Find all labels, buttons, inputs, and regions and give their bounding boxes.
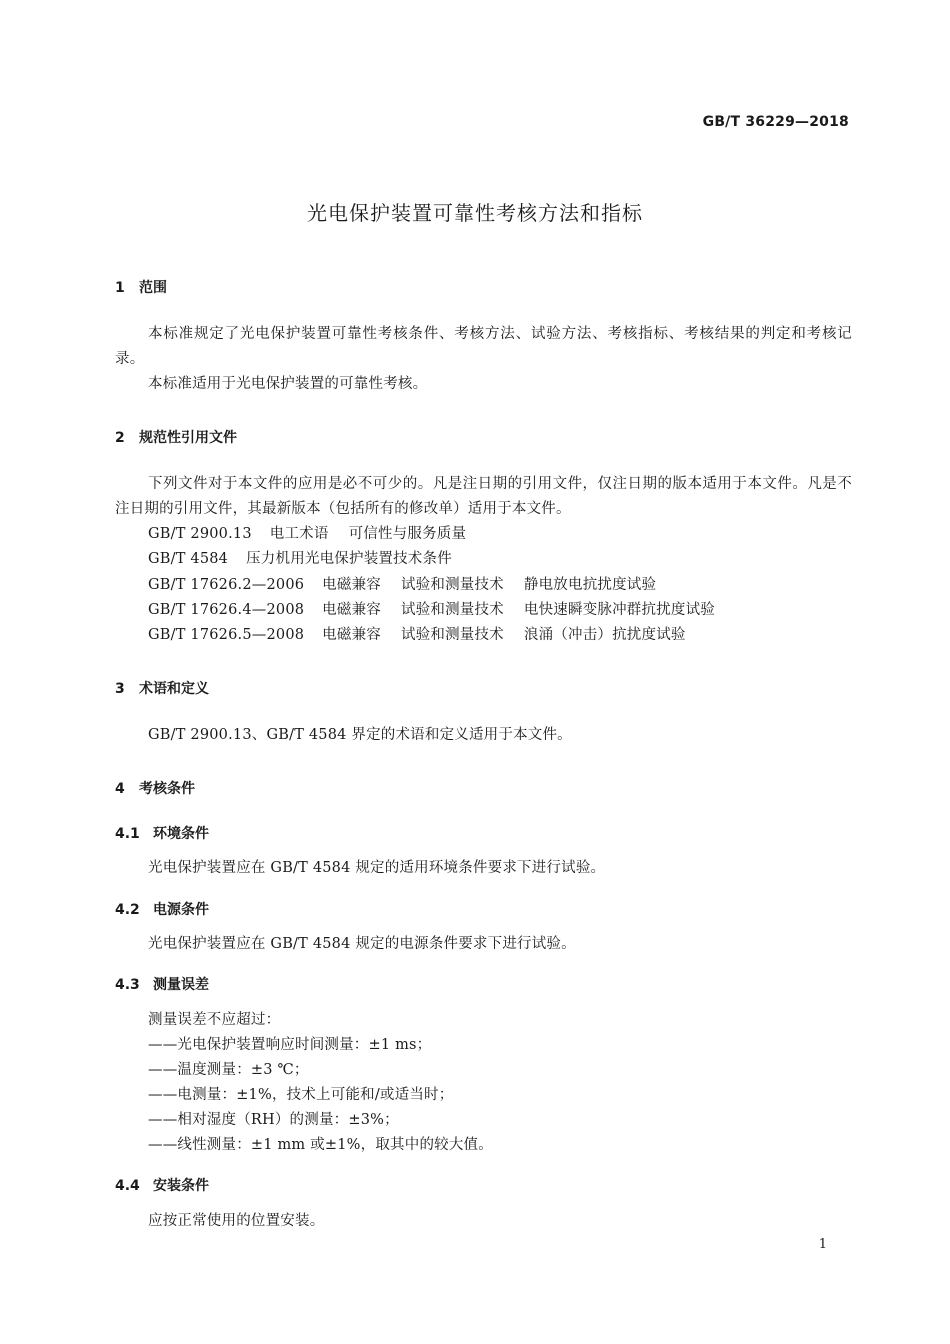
reference-code: GB/T 17626.5—2008 xyxy=(148,627,305,643)
reference-part: 电磁兼容 xyxy=(322,627,381,643)
section-2-intro: 下列文件对于本文件的应用是必不可少的。凡是注日期的引用文件，仅注日期的版本适用于本文件。凡是不注日期的引用文件，其最新版本（包括所有的修改单）适用于本文件。 xyxy=(115,476,852,517)
reference-part: 浪涌（冲击）抗扰度试验 xyxy=(523,627,686,643)
reference-item xyxy=(148,573,656,598)
section-number: 2 xyxy=(115,430,125,446)
reference-item xyxy=(148,623,686,648)
reference-item xyxy=(148,547,452,572)
list-item: ——电测量：±1%，技术上可能和/或适当时； xyxy=(148,1087,454,1103)
list-item: ——光电保护装置响应时间测量：±1 ms； xyxy=(148,1037,432,1053)
reference-code: GB/T 4584 xyxy=(148,551,229,567)
section-number: 4.2 xyxy=(115,902,140,918)
section-title: 环境条件 xyxy=(153,826,209,842)
section-1-paragraph-1: 本标准规定了光电保护装置可靠性考核条件、考核方法、试验方法、考核指标、考核结果的判定和考核记录。 xyxy=(115,326,852,367)
reference-part: 可信性与服务质量 xyxy=(348,526,467,542)
reference-part: 静电放电抗扰度试验 xyxy=(523,577,657,593)
section-2-heading xyxy=(115,427,237,447)
document-title: 光电保护装置可靠性考核方法和指标 xyxy=(307,201,643,225)
reference-code: GB/T 17626.4—2008 xyxy=(148,602,305,618)
section-number: 4.4 xyxy=(115,1178,140,1194)
reference-part: 试验和测量技术 xyxy=(400,577,504,593)
reference-item xyxy=(148,522,466,547)
section-number: 4.3 xyxy=(115,977,140,993)
standard-number: GB/T 36229—2018 xyxy=(702,114,849,130)
section-4-3-heading xyxy=(115,974,209,994)
section-number: 3 xyxy=(115,681,125,697)
section-1-heading xyxy=(115,277,167,297)
section-4-1-heading xyxy=(115,823,209,843)
section-4-4-text: 应按正常使用的位置安装。 xyxy=(148,1213,325,1229)
list-item: ——相对湿度（RH）的测量：±3%； xyxy=(148,1112,399,1128)
reference-part: 电磁兼容 xyxy=(322,602,381,618)
section-title: 规范性引用文件 xyxy=(139,430,237,446)
section-4-1-text: 光电保护装置应在 GB/T 4584 规定的适用环境条件要求下进行试验。 xyxy=(148,860,606,876)
section-title: 术语和定义 xyxy=(139,681,209,697)
reference-part: 电工术语 xyxy=(269,526,329,542)
section-4-heading xyxy=(115,778,195,798)
section-number: 1 xyxy=(115,280,125,296)
reference-part: 试验和测量技术 xyxy=(400,627,504,643)
section-title: 考核条件 xyxy=(139,781,195,797)
reference-item xyxy=(148,598,715,623)
section-number: 4.1 xyxy=(115,826,140,842)
section-1-paragraph-2: 本标准适用于光电保护装置的可靠性考核。 xyxy=(148,376,428,392)
section-number: 4 xyxy=(115,781,125,797)
section-title: 安装条件 xyxy=(153,1178,209,1194)
section-4-3-intro: 测量误差不应超过： xyxy=(148,1012,281,1028)
section-3-text: GB/T 2900.13、GB/T 4584 界定的术语和定义适用于本文件。 xyxy=(148,727,572,743)
reference-code: GB/T 2900.13 xyxy=(148,526,252,542)
section-title: 电源条件 xyxy=(153,902,209,918)
section-4-2-text: 光电保护装置应在 GB/T 4584 规定的电源条件要求下进行试验。 xyxy=(148,936,576,952)
reference-part: 电磁兼容 xyxy=(322,577,381,593)
section-4-4-heading xyxy=(115,1175,209,1195)
reference-part: 试验和测量技术 xyxy=(400,602,504,618)
list-item: ——温度测量：±3 ℃； xyxy=(148,1062,309,1078)
section-title: 范围 xyxy=(139,280,167,296)
section-title: 测量误差 xyxy=(153,977,209,993)
reference-part: 电快速瞬变脉冲群抗扰度试验 xyxy=(523,602,715,618)
section-4-2-heading xyxy=(115,899,209,919)
reference-part: 压力机用光电保护装置技术条件 xyxy=(246,551,452,567)
reference-code: GB/T 17626.2—2006 xyxy=(148,577,305,593)
list-item: ——线性测量：±1 mm 或±1%，取其中的较大值。 xyxy=(148,1137,493,1153)
page-number: 1 xyxy=(818,1237,827,1252)
section-3-heading xyxy=(115,678,209,698)
